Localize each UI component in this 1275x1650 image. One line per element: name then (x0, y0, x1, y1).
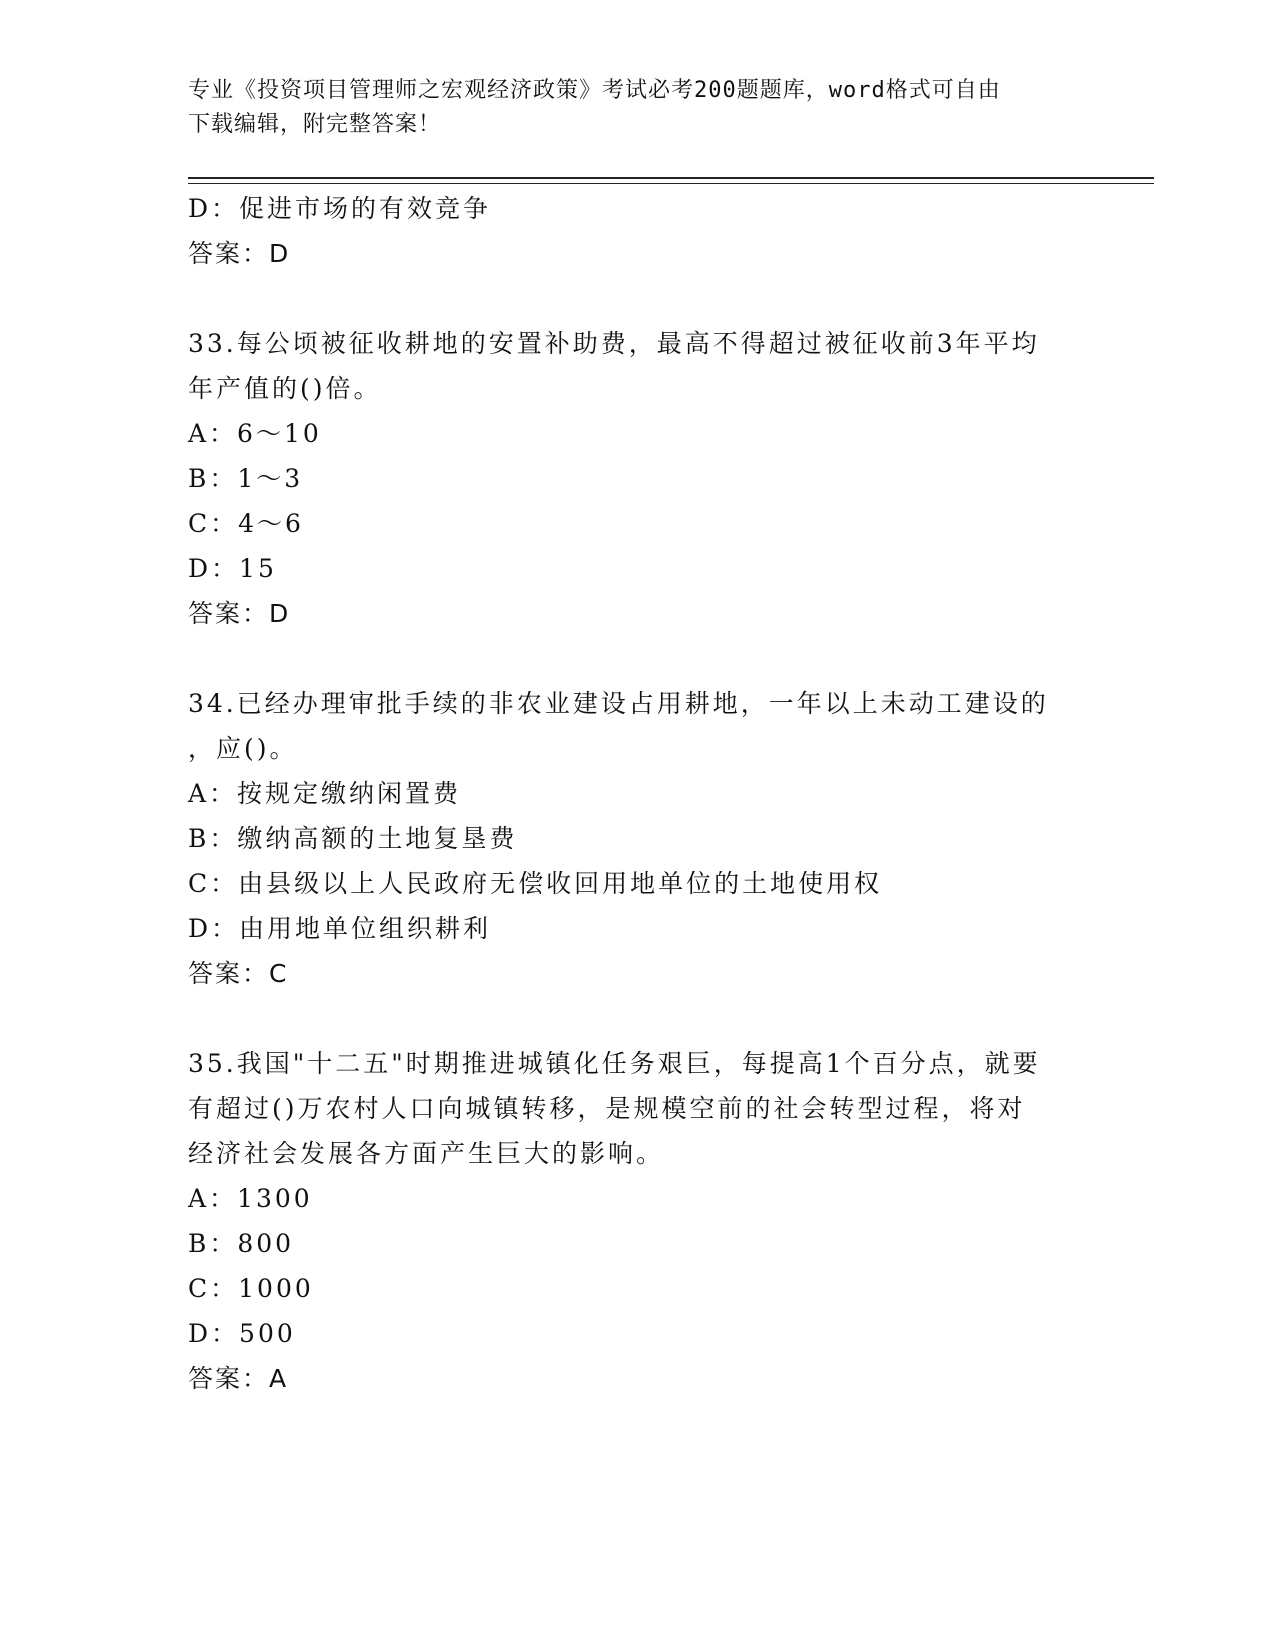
carryover-answer: 答案：D (188, 239, 291, 268)
spacer (188, 996, 1088, 1041)
header-line-1: 专业《投资项目管理师之宏观经济政策》考试必考200题题库，word格式可自由 (188, 78, 1001, 103)
question-35 (188, 1041, 1088, 1401)
option-c: C：4～6 (188, 509, 304, 538)
document-header (188, 74, 1068, 142)
answer: 答案：A (188, 1364, 289, 1393)
header-line-2: 下载编辑，附完整答案！ (188, 112, 442, 137)
answer: 答案：D (188, 599, 291, 628)
option-a: A：按规定缴纳闲置费 (188, 779, 462, 808)
option-d: D：15 (188, 554, 277, 583)
question-stem-line: 经济社会发展各方面产生巨大的影响。 (188, 1139, 665, 1168)
question-stem-line: 33.每公顷被征收耕地的安置补助费，最高不得超过被征收前3年平均 (188, 329, 1040, 358)
question-stem-line: 34.已经办理审批手续的非农业建设占用耕地，一年以上未动工建设的 (188, 689, 1049, 718)
option-d: D：由用地单位组织耕利 (188, 914, 492, 943)
option-d: D：500 (188, 1319, 296, 1348)
option-a: A：6～10 (188, 419, 322, 448)
option-c: C：1000 (188, 1274, 314, 1303)
answer: 答案：C (188, 959, 289, 988)
question-stem-line: 年产值的()倍。 (188, 374, 382, 403)
option-a: A：1300 (188, 1184, 313, 1213)
header-divider-thick (188, 177, 1154, 179)
question-content (188, 186, 1088, 1401)
option-c: C：由县级以上人民政府无偿收回用地单位的土地使用权 (188, 869, 883, 898)
option-b: B：800 (188, 1229, 295, 1258)
question-stem-line: 有超过()万农村人口向城镇转移，是规模空前的社会转型过程，将对 (188, 1094, 1026, 1123)
question-stem-line: ，应()。 (188, 734, 298, 763)
question-stem-line: 35.我国"十二五"时期推进城镇化任务艰巨，每提高1个百分点，就要 (188, 1049, 1041, 1078)
question-33 (188, 321, 1088, 636)
spacer (188, 636, 1088, 681)
option-b: B：1～3 (188, 464, 304, 493)
carryover-option-d: D：促进市场的有效竞争 (188, 194, 492, 223)
header-divider-thin (188, 183, 1154, 184)
question-34 (188, 681, 1088, 996)
spacer (188, 276, 1088, 321)
option-b: B：缴纳高额的土地复垦费 (188, 824, 518, 853)
